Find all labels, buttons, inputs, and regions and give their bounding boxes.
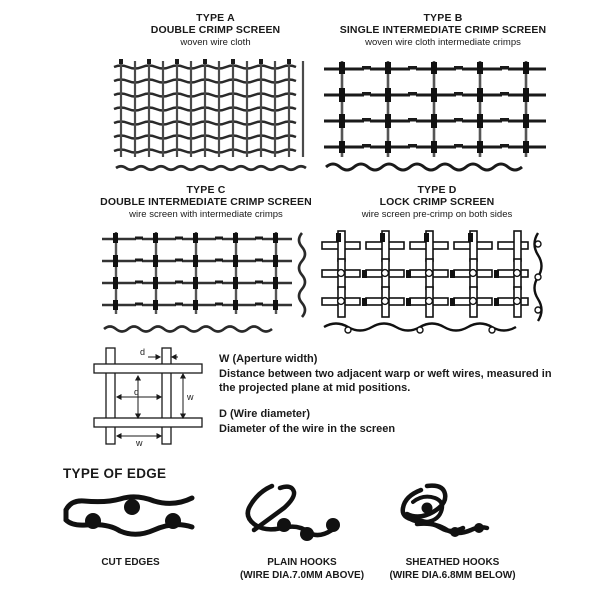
type-name-d: LOCK CRIMP SCREEN xyxy=(379,196,495,209)
screen-heading-type-d xyxy=(312,184,562,220)
definition-wire-diameter xyxy=(219,407,564,436)
edge-spec-sheathed-hooks: (WIRE DIA.6.8MM BELOW) xyxy=(389,570,516,581)
screen-panel-type-c xyxy=(92,184,320,337)
definition-term-w: W (Aperture width) xyxy=(219,353,318,365)
crimp-profile-c-horizontal xyxy=(104,326,272,331)
type-sub-a: woven wire cloth xyxy=(180,36,251,48)
screen-panel-type-d xyxy=(312,184,562,339)
sheathed-hooks-icon xyxy=(383,480,523,546)
screen-heading-type-c xyxy=(92,184,320,220)
edge-item-plain-hooks xyxy=(222,480,382,582)
dim-label-w-right: w xyxy=(187,392,194,402)
type-sub-b: woven wire cloth intermediate crimps xyxy=(365,36,521,48)
crimp-profile-d-horizontal xyxy=(324,323,516,333)
definition-body-w: Distance between two adjacent warp or weft wires, measured in the projected plane at mid positions. xyxy=(219,367,552,395)
edge-caption-sheathed-hooks: SHEATHED HOOKS xyxy=(405,557,500,568)
screen-panel-type-a xyxy=(108,12,323,173)
crimp-profile-a xyxy=(116,166,306,170)
edge-item-cut-edges xyxy=(48,486,213,569)
plain-hooks-icon xyxy=(232,480,372,546)
type-id-c: TYPE C xyxy=(186,184,226,196)
type-id-b: TYPE B xyxy=(423,12,463,24)
screen-panel-type-b xyxy=(318,12,568,173)
type-name-c: DOUBLE INTERMEDIATE CRIMP SCREEN xyxy=(100,196,312,209)
mesh-illustration-type-d xyxy=(316,225,552,339)
mesh-illustration-type-a xyxy=(108,53,323,173)
type-sub-d: wire screen pre-crimp on both sides xyxy=(361,208,513,220)
mesh-illustration-type-b xyxy=(320,53,548,173)
crimp-profile-b xyxy=(326,164,522,170)
edge-section-heading: TYPE OF EDGE xyxy=(63,466,167,481)
type-id-a: TYPE A xyxy=(196,12,235,24)
aperture-dimension-figure xyxy=(88,342,212,459)
definition-body-d: Diameter of the wire in the screen xyxy=(219,422,396,435)
definitions-block xyxy=(219,352,564,447)
type-name-a: DOUBLE CRIMP SCREEN xyxy=(150,24,281,37)
type-id-d: TYPE D xyxy=(417,184,457,196)
type-sub-c: wire screen with intermediate crimps xyxy=(129,208,283,220)
mesh-illustration-type-c xyxy=(98,225,320,337)
edge-caption-cut-edges: CUT EDGES xyxy=(101,557,160,568)
screen-heading-type-b xyxy=(318,12,568,48)
edge-caption-plain-hooks: PLAIN HOOKS xyxy=(267,557,337,568)
dim-label-d-top: d xyxy=(140,347,146,357)
edge-item-sheathed-hooks xyxy=(370,480,535,582)
edge-spec-plain-hooks: (WIRE DIA.7.0MM ABOVE) xyxy=(239,570,365,581)
type-name-b: SINGLE INTERMEDIATE CRIMP SCREEN xyxy=(339,24,547,37)
definition-term-d: D (Wire diameter) xyxy=(219,407,310,420)
definition-aperture-width xyxy=(219,352,564,396)
screen-heading-type-a xyxy=(108,12,323,48)
dim-label-d-center: d xyxy=(134,387,140,397)
crimp-profile-c-vertical xyxy=(299,233,305,317)
crimp-profile-d-vertical xyxy=(535,233,542,321)
dim-label-w-bottom: w xyxy=(136,438,143,448)
cut-edges-icon xyxy=(56,486,206,542)
